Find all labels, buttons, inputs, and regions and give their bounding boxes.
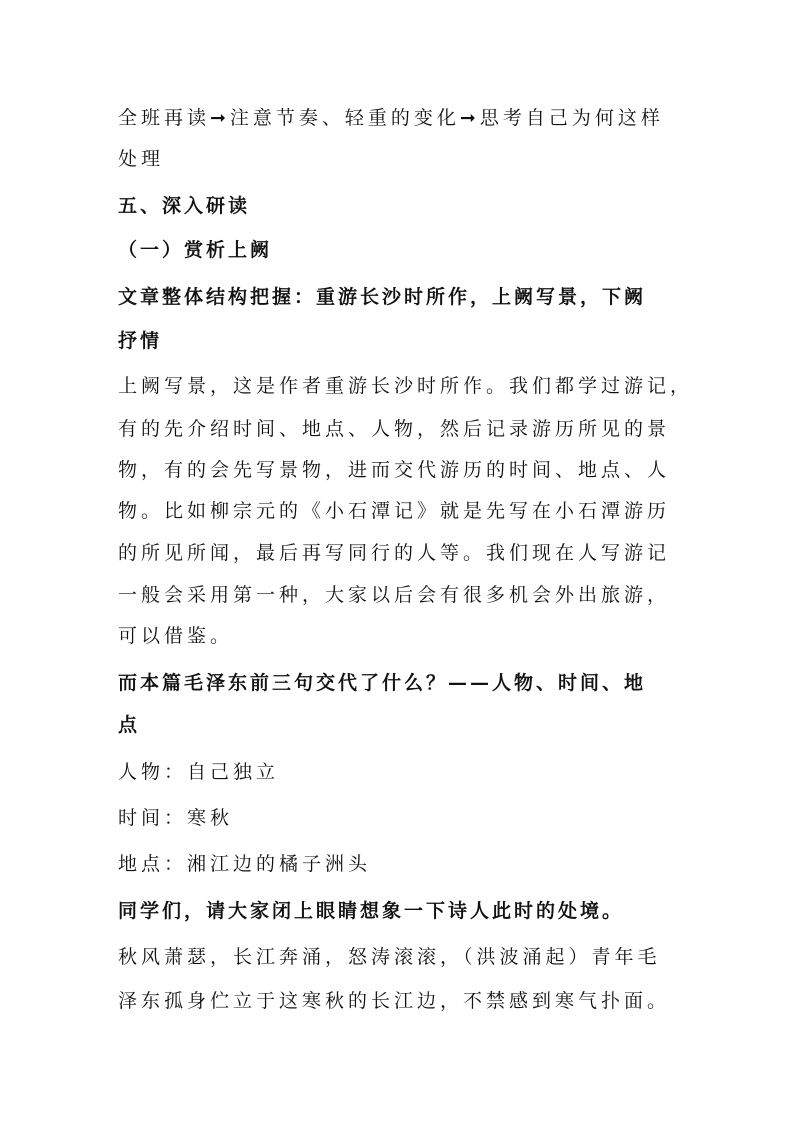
text-line: 有的先介绍时间、地点、人物，然后记录游历所见的景	[118, 418, 671, 440]
text-line: 泽东孤身伫立于这寒秋的长江边，不禁感到寒气扑面。	[118, 990, 671, 1012]
text-line: 时间：寒秋	[118, 807, 234, 829]
bold-text-line: 同学们，请大家闭上眼睛想象一下诗人此时的处境。	[118, 900, 625, 922]
subsection-heading: （一）赏析上阙	[118, 239, 273, 261]
bold-text-line: 抒情	[118, 330, 163, 352]
text-line: 地点：湘江边的橘子洲头	[118, 853, 372, 875]
text-line: 可以借鉴。	[118, 625, 234, 647]
text-line: 物。比如柳宗元的《小石潭记》就是先写在小石潭游历	[118, 500, 671, 522]
text-line: 的所见所闻，最后再写同行的人等。我们现在人写游记	[118, 542, 671, 564]
text-line: 处理	[118, 148, 165, 170]
bold-text-line: 而本篇毛泽东前三句交代了什么？——人物、时间、地	[118, 672, 647, 694]
section-heading: 五、深入研读	[118, 195, 251, 217]
bold-text-line: 点	[118, 714, 141, 736]
text-line: 秋风萧瑟，长江奔涌，怒涛滚滚，（洪波涌起）青年毛	[118, 946, 661, 968]
bold-text-line: 文章整体结构把握：重游长沙时所作，上阙写景，下阙	[118, 286, 647, 308]
text-line: 物，有的会先写景物，进而交代游历的时间、地点、人	[118, 459, 671, 481]
text-line: 全班再读➞注意节奏、轻重的变化➞思考自己为何这样	[118, 107, 664, 129]
text-line: 一般会采用第一种，大家以后会有很多机会外出旅游，	[118, 584, 671, 606]
text-line: 上阙写景，这是作者重游长沙时所作。我们都学过游记，	[118, 375, 694, 397]
text-line: 人物：自己独立	[118, 761, 280, 783]
